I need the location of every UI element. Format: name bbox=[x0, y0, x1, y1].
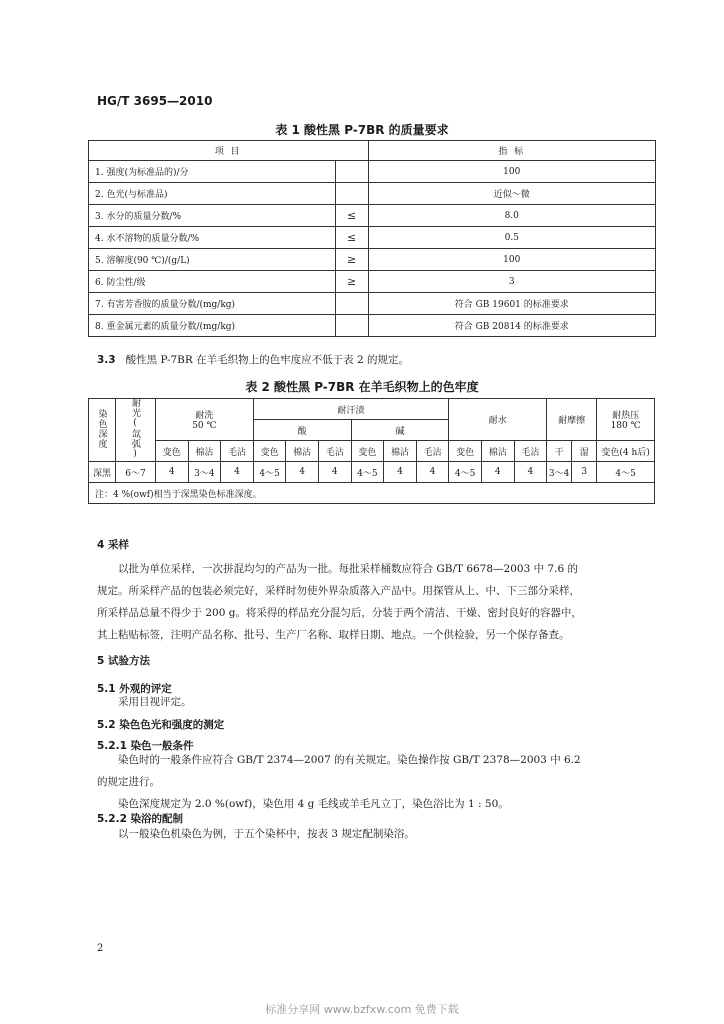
table1-item-cell: 4. 水不溶物的质量分数/% bbox=[89, 227, 336, 249]
table2-cell-light: 6～7 bbox=[116, 462, 156, 483]
table1-row bbox=[89, 315, 656, 337]
table2-col-wash: 耐洗 50 ℃ bbox=[156, 399, 254, 441]
table2-col-rub: 耐摩擦 bbox=[547, 399, 597, 441]
table1-value-cell: 100 bbox=[368, 249, 655, 271]
footer-watermark: 标准分享网 www.bzfxw.com 免费下载 bbox=[265, 1003, 459, 1016]
table1-row bbox=[89, 249, 656, 271]
table2-col-acid: 酸 bbox=[253, 420, 351, 441]
table1-item-cell: 2. 色光(与标准品) bbox=[89, 183, 336, 205]
table1-item-cell: 8. 重金属元素的质量分数/(mg/kg) bbox=[89, 315, 336, 337]
table1-row bbox=[89, 183, 656, 205]
table1-value-cell: 3 bbox=[368, 271, 655, 293]
table1-symbol-cell bbox=[335, 183, 368, 205]
table1-symbol-cell: ≥ bbox=[335, 271, 368, 293]
table2-subheader-cell: 变色 bbox=[351, 441, 384, 462]
table1-value-cell: 0.5 bbox=[368, 227, 655, 249]
table1-value-cell: 符合 GB 20814 的标准要求 bbox=[368, 315, 655, 337]
table2-subheader-cell: 变色 bbox=[156, 441, 189, 462]
table1-value-cell: 100 bbox=[368, 161, 655, 183]
table2-value-cell: 4 bbox=[156, 462, 189, 483]
table1-item-cell: 6. 防尘性/级 bbox=[89, 271, 336, 293]
table2-caption: 表 2 酸性黑 P-7BR 在羊毛织物上的色牢度 bbox=[245, 380, 479, 394]
table1-header-row bbox=[89, 141, 656, 161]
table2-value-cell: 4 bbox=[384, 462, 417, 483]
table1-row bbox=[89, 161, 656, 183]
table1-symbol-cell: ≤ bbox=[335, 227, 368, 249]
table1-row bbox=[89, 293, 656, 315]
section-5-2-1-title: 5.2.1 染色一般条件 bbox=[97, 740, 194, 752]
table2-subheader-cell: 毛沾 bbox=[514, 441, 547, 462]
table1-symbol-cell: ≥ bbox=[335, 249, 368, 271]
section-5-2-1-body: 染色时的一般条件应符合 GB/T 2374—2007 的有关规定。染色操作按 GB/T 2378—2003 中 6.2 的规定进行。 染色深度规定为 2.0 %(owf)，染色用 4 g 毛线或羊毛凡立丁，染色浴比为 1 : 50。 bbox=[97, 754, 581, 810]
table2-value-cell: 4 bbox=[481, 462, 514, 483]
table2-subheader-cell: 棉沾 bbox=[286, 441, 319, 462]
table2-value-cell: 4 bbox=[514, 462, 547, 483]
table1-item-cell: 5. 溶解度(90 ℃)/(g/L) bbox=[89, 249, 336, 271]
table1-item-cell: 1. 强度(为标准品的)/分 bbox=[89, 161, 336, 183]
page-number: 2 bbox=[97, 943, 104, 954]
table2-value-cell: 4～5 bbox=[597, 462, 655, 483]
section-4-body: 以批为单位采样，一次拼混均匀的产品为一批。每批采样桶数应符合 GB/T 6678—2003 中 7.6 的 规定。所采样产品的包装必须完好，采样时勿使外界杂质落入产品中。用探管从上、中、下三部分采样， 所采样品总量不得少于 200 g。将采得的样品充分混匀后，分装于两个清洁、干燥、密封良好的容器中， 其上粘贴标签，注明产品名称、批号、生产厂名称、取样日期、地点。一个供检验，另一个保存备查。 bbox=[97, 563, 582, 641]
table2-subheader-cell: 棉沾 bbox=[481, 441, 514, 462]
table2-col-sweat: 耐汗渍 bbox=[253, 399, 449, 420]
table1-caption: 表 1 酸性黑 P-7BR 的质量要求 bbox=[275, 123, 449, 137]
table2-subheader-cell: 湿 bbox=[572, 441, 597, 462]
table2-value-cell: 4～5 bbox=[351, 462, 384, 483]
table2-data-row bbox=[89, 462, 655, 483]
section-5-1-title: 5.1 外观的评定 bbox=[97, 683, 172, 695]
table1-symbol-cell bbox=[335, 315, 368, 337]
table1-row bbox=[89, 227, 656, 249]
table2-subheader-cell: 变色 bbox=[253, 441, 286, 462]
table2-subheader-cell: 变色 bbox=[449, 441, 482, 462]
table2-col-water: 耐水 bbox=[449, 399, 547, 441]
table2 bbox=[88, 398, 655, 504]
table2-col-light: 耐光(氙弧) bbox=[116, 399, 156, 462]
table2-note: 注：4 %(owf)相当于深黑染色标准深度。 bbox=[89, 483, 655, 504]
table2-subheader-cell: 毛沾 bbox=[416, 441, 449, 462]
standard-number: HG/T 3695—2010 bbox=[97, 94, 213, 108]
table2-col-depth: 染色深度 bbox=[89, 399, 116, 462]
section-5-1-body: 采用目视评定。 bbox=[118, 696, 192, 708]
table1-symbol-cell bbox=[335, 293, 368, 315]
section-4-title: 4 采样 bbox=[97, 539, 129, 551]
table2-subheader-cell: 变色(4 h后) bbox=[597, 441, 655, 462]
table1-item-cell: 3. 水分的质量分数/% bbox=[89, 205, 336, 227]
table1-symbol-cell: ≤ bbox=[335, 205, 368, 227]
table1-col-spec: 指 标 bbox=[368, 141, 655, 161]
table2-value-cell: 3～4 bbox=[547, 462, 572, 483]
table2-value-cell: 4 bbox=[286, 462, 319, 483]
section-3-3: 3.3 酸性黑 P-7BR 在羊毛织物上的色牢度应不低于表 2 的规定。 bbox=[97, 354, 409, 366]
table1-row bbox=[89, 271, 656, 293]
table2-col-heat: 耐热压 180 ℃ bbox=[597, 399, 655, 441]
table2-value-cell: 3 bbox=[572, 462, 597, 483]
table2-subheader-cell: 毛沾 bbox=[221, 441, 254, 462]
table1-col-item: 项 目 bbox=[89, 141, 369, 161]
table2-col-alkali: 碱 bbox=[351, 420, 449, 441]
table2-cell-depth: 深黑 bbox=[89, 462, 116, 483]
section-5-2-title: 5.2 染色色光和强度的测定 bbox=[97, 719, 225, 731]
table1-symbol-cell bbox=[335, 161, 368, 183]
table1-value-cell: 符合 GB 19601 的标准要求 bbox=[368, 293, 655, 315]
section-5-2-2-body: 以一般染色机染色为例，于五个染杯中，按表 3 规定配制染浴。 bbox=[118, 828, 415, 840]
table2-value-cell: 4 bbox=[221, 462, 254, 483]
section-5-2-2-title: 5.2.2 染浴的配制 bbox=[97, 813, 184, 825]
table2-value-cell: 4 bbox=[416, 462, 449, 483]
table2-value-cell: 4～5 bbox=[253, 462, 286, 483]
table2-value-cell: 4～5 bbox=[449, 462, 482, 483]
table2-value-cell: 4 bbox=[318, 462, 351, 483]
table2-subheader-cell: 干 bbox=[547, 441, 572, 462]
table2-subheader-row bbox=[89, 441, 655, 462]
table1 bbox=[88, 140, 656, 337]
table1-item-cell: 7. 有害芳香胺的质量分数/(mg/kg) bbox=[89, 293, 336, 315]
table2-value-cell: 3～4 bbox=[188, 462, 221, 483]
table2-subheader-cell: 棉沾 bbox=[188, 441, 221, 462]
table1-row bbox=[89, 205, 656, 227]
table1-value-cell: 近似～微 bbox=[368, 183, 655, 205]
section-5-title: 5 试验方法 bbox=[97, 655, 150, 667]
table2-subheader-cell: 毛沾 bbox=[318, 441, 351, 462]
table2-subheader-cell: 棉沾 bbox=[384, 441, 417, 462]
table1-value-cell: 8.0 bbox=[368, 205, 655, 227]
